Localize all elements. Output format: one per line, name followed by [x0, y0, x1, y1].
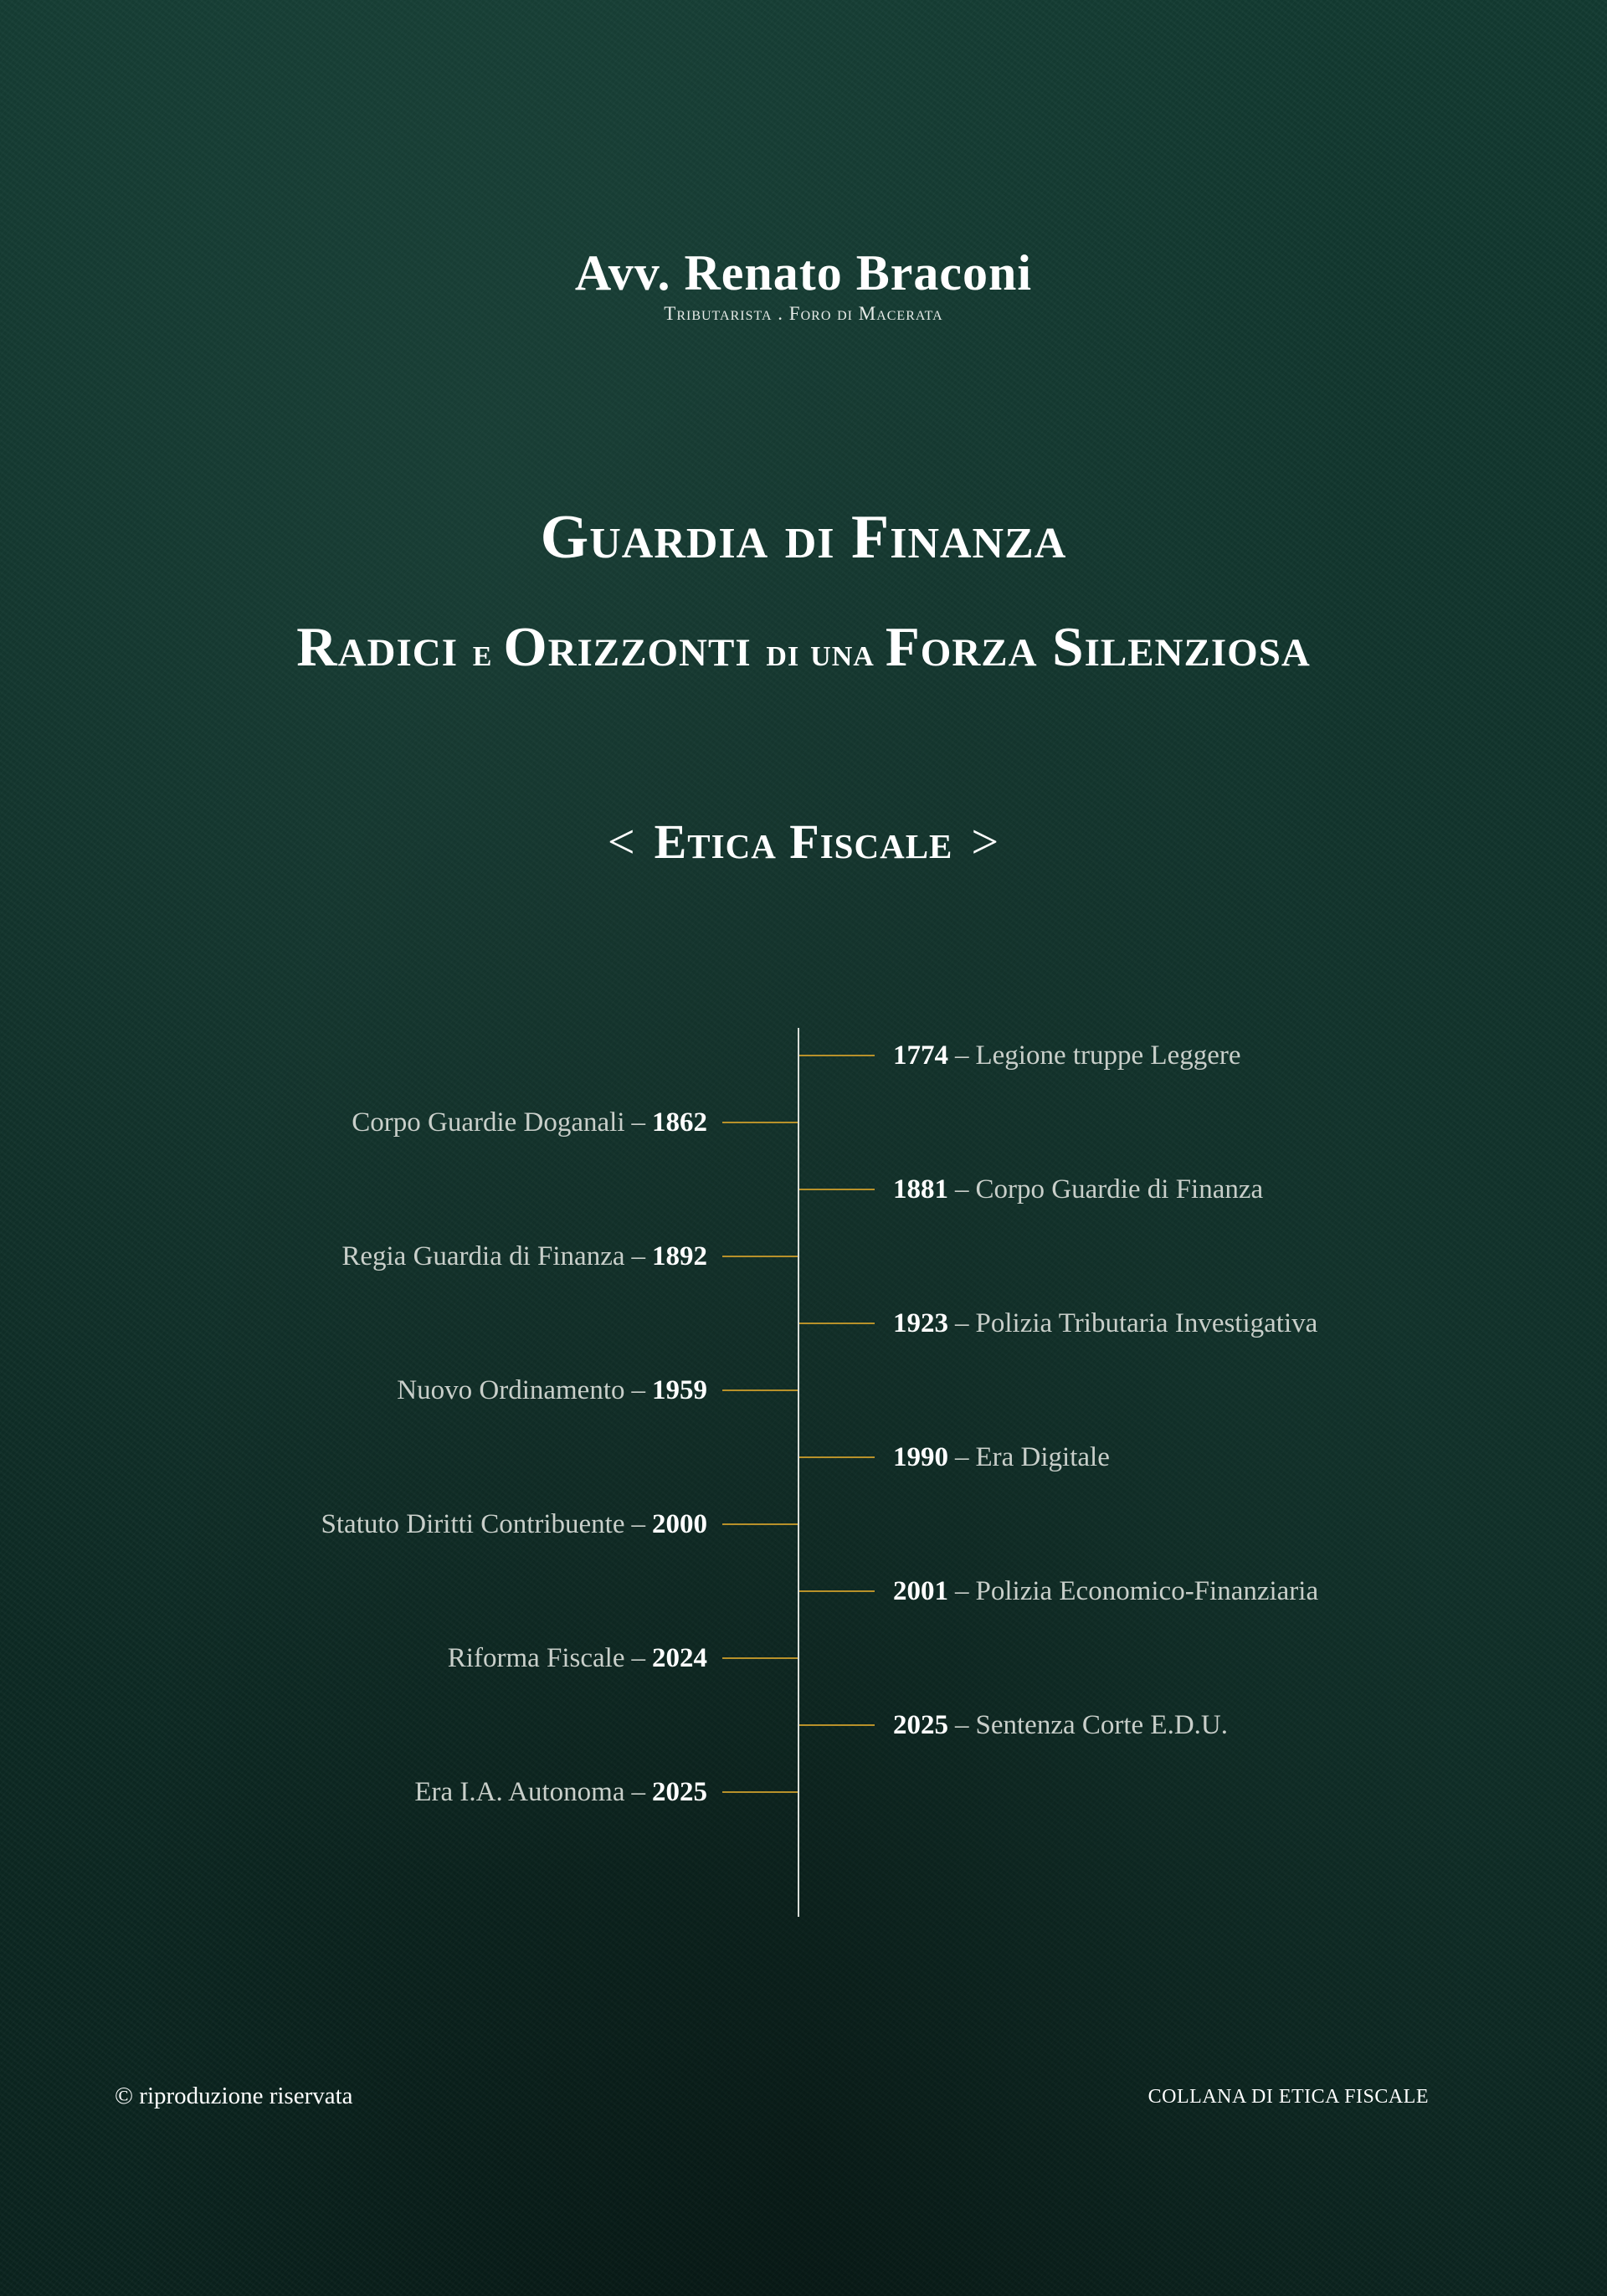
event-label: Riforma Fiscale	[447, 1643, 625, 1673]
subtitle-text: Etica Fiscale	[654, 814, 953, 869]
title-word-di-una: di una	[766, 630, 886, 675]
event-year: 1881	[893, 1174, 948, 1205]
timeline-event-right	[893, 1039, 1241, 1072]
timeline-tick	[722, 1657, 798, 1659]
event-label: Regia Guardia di Finanza	[341, 1241, 625, 1271]
event-label: Era I.A. Autonoma	[414, 1777, 625, 1807]
event-label: Sentenza Corte E.D.U.	[975, 1710, 1228, 1740]
timeline-tick	[722, 1389, 798, 1391]
event-year: 2025	[652, 1777, 707, 1807]
event-separator: –	[631, 1107, 645, 1138]
timeline-event-right	[893, 1708, 1228, 1742]
timeline-event-left	[448, 1641, 707, 1675]
event-separator: –	[955, 1710, 969, 1740]
timeline-event-left	[414, 1775, 707, 1809]
timeline-event-right	[893, 1574, 1318, 1608]
event-label: Statuto Diritti Contribuente	[321, 1509, 625, 1539]
timeline-event-left	[352, 1106, 707, 1139]
event-separator: –	[955, 1308, 969, 1338]
event-separator: –	[631, 1777, 645, 1807]
timeline-axis	[798, 1028, 799, 1917]
event-year: 1862	[652, 1107, 707, 1138]
timeline-tick	[722, 1523, 798, 1525]
timeline-tick	[722, 1122, 798, 1123]
timeline-tick	[799, 1590, 875, 1592]
title-word-e: e	[472, 630, 504, 675]
timeline-tick	[799, 1323, 875, 1324]
event-separator: –	[955, 1040, 969, 1071]
timeline-event-right	[893, 1307, 1317, 1340]
event-year: 2025	[893, 1710, 948, 1740]
title-word-radici: Radici	[296, 616, 473, 678]
event-separator: –	[955, 1174, 969, 1205]
event-separator: –	[631, 1375, 645, 1405]
event-year: 1923	[893, 1308, 948, 1338]
event-separator: –	[631, 1643, 645, 1673]
copyright-notice: © riproduzione riservata	[115, 2083, 353, 2109]
timeline-tick	[799, 1055, 875, 1056]
event-year: 2024	[652, 1643, 707, 1673]
timeline-event-left	[321, 1508, 707, 1541]
timeline-event-right	[893, 1441, 1110, 1474]
title-word-forza-silenziosa: Forza Silenziosa	[885, 616, 1311, 678]
series-name: COLLANA DI ETICA FISCALE	[1147, 2086, 1429, 2108]
event-label: Legione truppe Leggere	[975, 1040, 1241, 1071]
event-year: 1892	[652, 1241, 707, 1271]
event-separator: –	[955, 1576, 969, 1606]
author-name: Avv. Renato Braconi	[574, 245, 1033, 300]
event-label: Corpo Guardie Doganali	[352, 1107, 625, 1138]
event-label: Polizia Economico-Finanziaria	[975, 1576, 1319, 1606]
event-year: 2001	[893, 1576, 948, 1606]
main-title: Guardia di Finanza	[540, 503, 1067, 572]
timeline-tick	[722, 1791, 798, 1793]
timeline-tick	[799, 1456, 875, 1458]
timeline-event-left	[341, 1240, 707, 1273]
timeline-event-right	[893, 1173, 1263, 1206]
timeline-tick	[799, 1724, 875, 1726]
event-label: Era Digitale	[975, 1442, 1110, 1472]
timeline-event-left	[397, 1374, 707, 1407]
timeline-tick	[722, 1256, 798, 1257]
event-year: 1774	[893, 1040, 948, 1071]
event-label: Polizia Tributaria Investigativa	[975, 1308, 1318, 1338]
event-year: 2000	[652, 1509, 707, 1539]
event-separator: –	[955, 1442, 969, 1472]
author-subtitle: Tributarista . Foro di Macerata	[664, 303, 943, 324]
event-label: Nuovo Ordinamento	[397, 1375, 625, 1405]
open-bracket: <	[607, 814, 636, 869]
close-bracket: >	[971, 814, 1000, 869]
event-year: 1959	[652, 1375, 707, 1405]
timeline-tick	[799, 1189, 875, 1190]
event-separator: –	[631, 1509, 645, 1539]
event-year: 1990	[893, 1442, 948, 1472]
event-label: Corpo Guardie di Finanza	[975, 1174, 1264, 1205]
event-separator: –	[631, 1241, 645, 1271]
title-word-orizzonti: Orizzonti	[503, 616, 767, 678]
